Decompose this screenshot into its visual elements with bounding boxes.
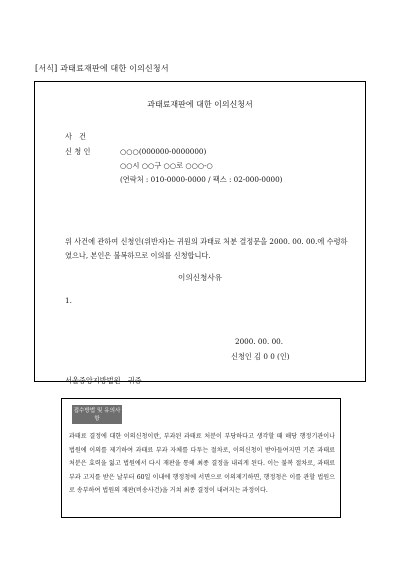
applicant-contact: (연락처 : 010-0000-0000 / 팩스 : 02-000-0000) [120,175,283,184]
guide-text: 과태료 결정에 대한 이의신청이란, 부과된 과태료 처분이 부당하다고 생각할 때 해당 행정기관이나 법원에 이의를 제기하여 과태료 부과 자체를 다투는 절차로, 이의신청이 받아들여지면 기존 과태료 처분은 효력을 잃고 법원에서 다시 재판을 통해 최종 결정을 내리게 된다. 이는 불복 절차로, 과태료 부과 고지를 받은 날부터 60일 이내에 행정청에 서면으로 이의제기하면, 행정청은 이를 관할 법원으로 송부하여 법원의 재판(비송사건)을 거쳐 최종 결정이 내려지는 과정이다. [69,433,335,494]
court-recipient: 서울중앙지방법원 귀중 [65,376,142,385]
form-title: 과태료재판에 대한 이의신청서 [147,100,253,109]
application-date: 2000. 00. 00. [235,337,284,346]
applicant-id: ○○○(000000-0000000) [120,147,207,156]
applicant-address: ○○시 ○○구 ○○로 ○○○-○ [120,161,213,170]
guide-box [61,398,341,518]
reason-item: 1. [65,296,72,305]
body-text: 위 사건에 관하여 신청인(위반자)는 귀원의 과태료 처분 결정문을 2000. 00. 00.에 수령하였으나, 본인은 불복하므로 이의를 신청합니다. [65,237,348,260]
reason-title: 이의신청사유 [177,273,222,282]
form-label: [서식] 과태료재판에 대한 이의신청서 [35,64,169,73]
guide-label: 접수방법 및 유의사항 [72,405,122,424]
objection-form [34,81,366,385]
applicant-label: 신 청 인 [65,147,91,156]
signature: 신청인 김 0 0 (인) [231,352,290,361]
case-label: 사 건 [65,132,87,141]
